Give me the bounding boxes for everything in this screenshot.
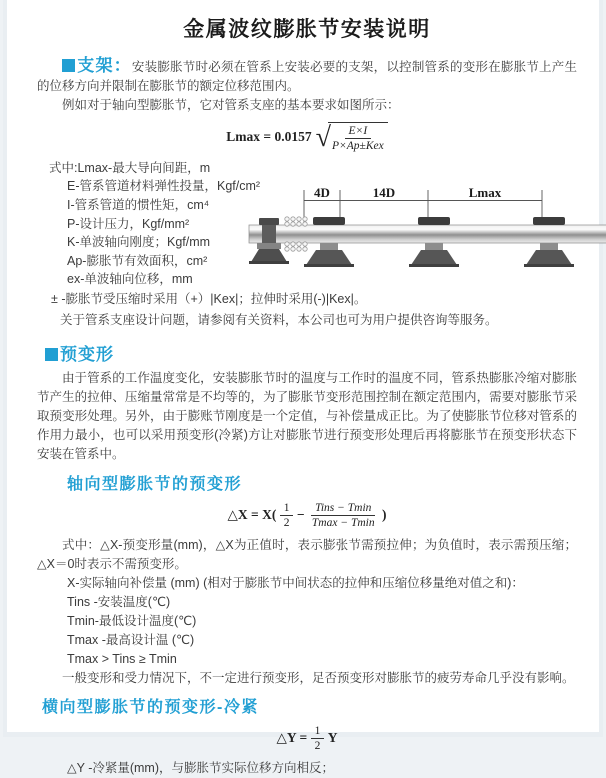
blue-square-icon	[62, 59, 75, 72]
predeform-section-heading	[45, 340, 577, 365]
definition-line: Ap-膨胀节有效面积，cm²	[67, 253, 208, 268]
definition-line: ± -膨胀节受压缩时采用（+）|Kex|；拉伸时采用(-)|Kex|。	[51, 291, 367, 306]
one-half-fraction: $\frac{1}{2}$	[280, 501, 294, 531]
axial-explain: 式中：△X-预变形量(mm)，△X为正值时，表示膨张节需预拉伸；为负值时，表示需预压缩；△X＝0时表示不需预变形。	[37, 537, 577, 571]
definitions-and-diagram	[37, 159, 577, 329]
page-title: 金属波纹膨胀节安装说明	[183, 18, 431, 41]
formula-dx-lhs: △X = X(	[227, 507, 277, 523]
definition-line: P-设计压力，Kgf/mm²	[67, 216, 190, 231]
dim-label-4d: 4D	[314, 184, 330, 200]
support-intro-paragraph	[37, 56, 577, 96]
definition-line: E-管系管道材料弹性投量，Kgf/cm²	[67, 179, 261, 194]
pipe	[249, 225, 606, 243]
definition-line: 关于管系支座设计问题，请参阅有关资料，本公司也可为用户提供咨询等服务。	[60, 312, 498, 327]
predeform-paragraph: 由于管系的工作温度变化，安装膨胀节时的温度与工作时的温度不同，管系热膨胀冷缩对膨胀节产生的拉伸、压缩量常常是不均等的，为了膨胀节变形范围控制在额定范围内，需要对膨胀节采取预变形处理。另外，由于膨账节刚度是一个定值，与补偿量成正比。为了使膨胀节位移对管系的作用力最小，也可以采用预变形(冷紧)方让对膨胀节进行预变形处理后再将膨胀节在预变形状态下安装在管系中。	[37, 371, 577, 462]
minus-sign: −	[296, 507, 305, 523]
radicand	[328, 122, 388, 154]
temperature-fraction: $\frac{\text{Tins − Tmin}}{Tmax - Tmin}$	[311, 502, 375, 530]
definition-line: I-管系管道的惯性矩，cm⁴	[67, 197, 210, 212]
radical-sign: √	[315, 121, 331, 153]
lateral-note: △Y -冷紧量(mm)，与膨胀节实际位移方向相反；	[67, 760, 335, 775]
formula-lmax-lhs: Lmax = 0.0157	[226, 128, 312, 144]
definition-line: K-单波轴向刚度；Kgf/mm	[67, 235, 211, 250]
pipe-support-diagram	[249, 184, 606, 282]
lateral-subheading: 横向型膨胀节的预变形-冷紧	[42, 698, 259, 716]
axial-note: 一般变形和受力情况下，不一定进行预变形，足否预变形对膨胀节的疲劳寿命几乎没有影响。	[62, 670, 575, 685]
formula-delta-x	[37, 501, 577, 531]
predeform-heading-text: 预变形	[60, 345, 114, 365]
axial-temp-line: Tmax -最高设计温 (℃)	[67, 632, 195, 647]
formula-delta-y	[37, 724, 577, 754]
close-paren: )	[382, 507, 387, 523]
dim-label-14d: 14D	[372, 184, 396, 200]
formula-dy-lhs: △Y =	[276, 729, 308, 745]
one-half-fraction: $\frac{1}{2}$	[311, 724, 325, 754]
support-example-line: 例如对于轴向型膨胀节，它对管系支座的基本要求如图所示：	[62, 98, 400, 112]
formula-lmax-denominator: P×Ap±Kex	[331, 140, 384, 153]
axial-temp-line: Tmin-最低设计温度(℃)	[67, 613, 197, 628]
definition-line: 式中:Lmax-最大导向间距，m	[49, 160, 211, 175]
axial-temp-line: Tmax > Tins ≥ Tmin	[67, 651, 177, 666]
support-intro-text: 安装膨胀节时必须在管系上安装必要的支架，以控制管系的变形在膨胀节上产生的位移方向并限制在膨胀节的额定位移范围内。	[37, 60, 577, 93]
definition-line: ex-单波轴向位移，mm	[67, 272, 193, 287]
support-section-heading: 支架：	[77, 56, 132, 75]
formula-dy-rhs: Y	[327, 729, 338, 745]
formula-lmax	[37, 122, 577, 154]
blue-square-icon	[45, 348, 58, 361]
axial-x-line: X-实际轴向补偿量 (mm) (相对于膨胀节中间状态的拉伸和压缩位移量绝对值之和)：	[67, 575, 524, 590]
axial-temp-line: Tins -安装温度(℃)	[67, 594, 171, 609]
dim-label-lmax: Lmax	[468, 184, 502, 200]
formula-lmax-numerator: E×I	[345, 124, 372, 139]
axial-subheading: 轴向型膨胀节的预变形	[67, 476, 243, 494]
document-page	[3, 0, 603, 775]
